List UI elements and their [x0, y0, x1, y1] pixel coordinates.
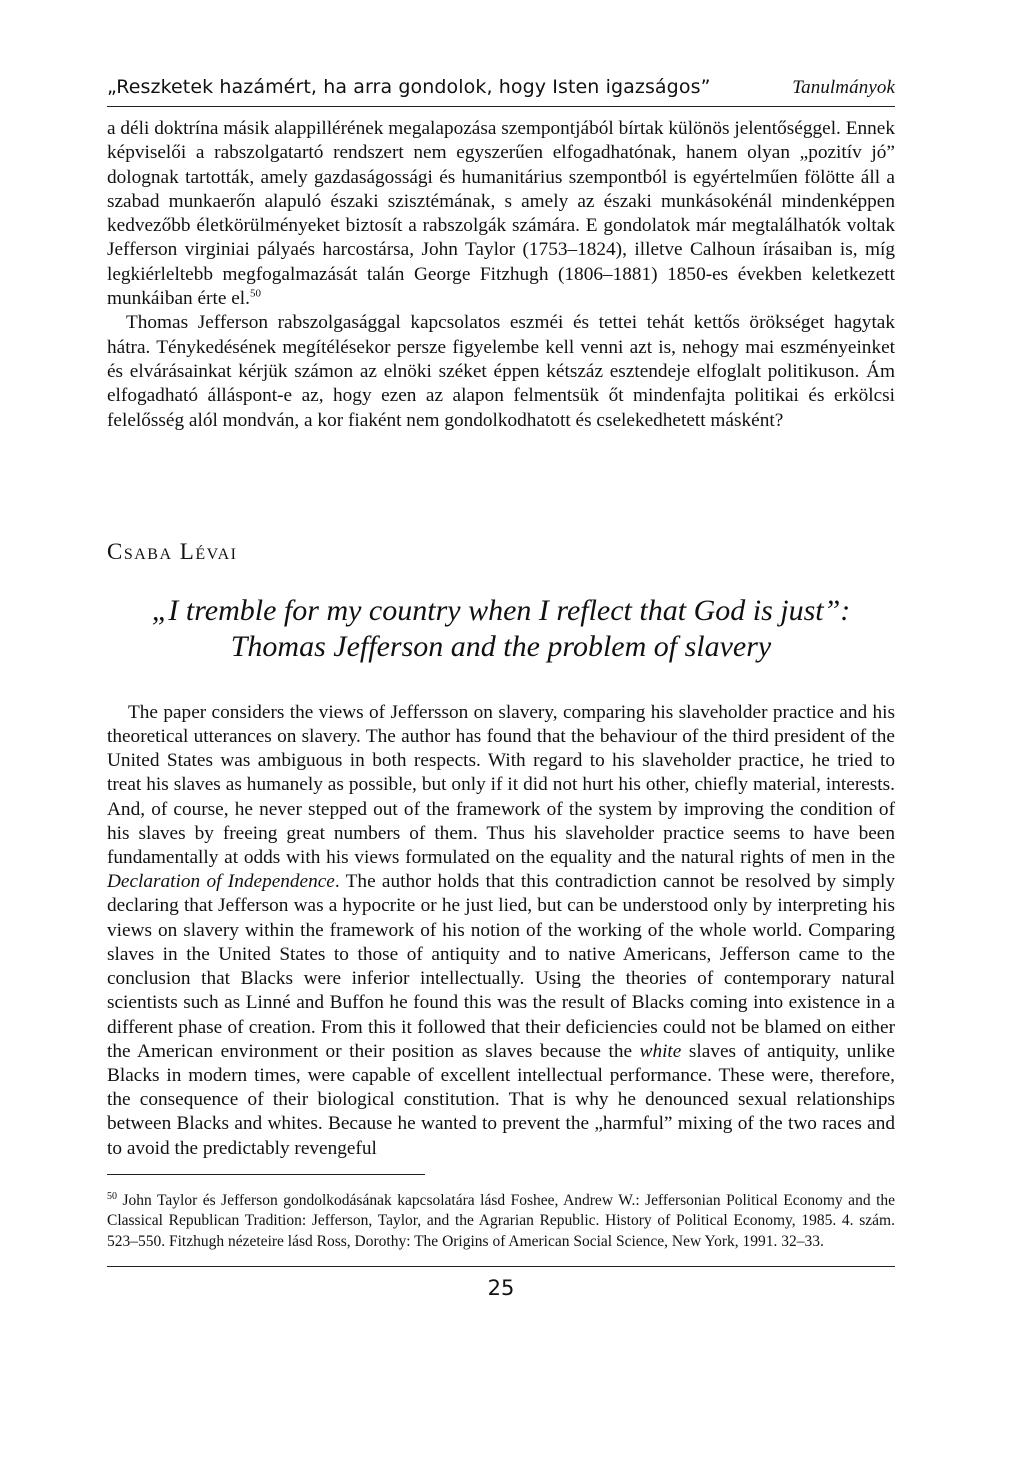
footnote-number: 50	[107, 1190, 117, 1202]
abstract-italic: white	[639, 1040, 682, 1062]
article-title	[107, 593, 895, 665]
bottom-divider	[107, 1266, 895, 1267]
running-head-section: Tanulmányok	[792, 77, 895, 98]
abstract-text: The paper considers the views of Jeffersson on slavery, comparing his slaveholder practice and his theoretical utterances on slavery. The author has found that the behaviour of the third president of the United States was ambiguous in both respects. With regard to his slaveholder practice, he tried to treat his slaves as humanely as possible, but only if it did not hurt his other, chiefly material, interests. And, of course, he never stepped out of the framework of the system by improving the condition of his slaves by freeing great numbers of them. Thus his slaveholder practice seems to have been fundamentally at odds with his views formulated on the equality and the natural rights of men in the	[107, 701, 895, 869]
article-author: Csaba Lévai	[107, 538, 238, 564]
article-title-line: Thomas Jefferson and the problem of slavery	[230, 629, 772, 663]
footnote-text: John Taylor és Jefferson gondolkodásának kapcsolatára lásd Foshee, Andrew W.: Jeffersonian Political Economy and the Classical Republican Tradition: Jefferson, Taylor, and the Agrarian Republic. History of Political Economy, 1985. 4. szám. 523–550. Fitzhugh nézeteire lásd Ross, Dorothy: The Origins of American Social Science, New York, 1991. 32–33.	[107, 1191, 896, 1250]
article-title-line: „I tremble for my country when I reflect that God is just”:	[151, 593, 851, 627]
running-head-title: „Reszketek hazámért, ha arra gondolok, hogy Isten igazságos”	[107, 76, 711, 98]
abstract-text: slaves of antiquity, unlike Blacks in modern times, were capable of excellent intellectual performance. These were, therefore, the consequence of their biological constitution. That is why he denounced sexual relationships between Blacks and whites. Because he wanted to prevent the „harmful” mixing of the two races and to avoid the predictably revengeful	[107, 1040, 895, 1159]
paragraph-text: a déli doktrína másik alappillérének megalapozása szempontjából bírtak különös jelentőséggel. Ennek képviselői a rabszolgatartó rendszert nem egyszerűen elfogadhatónak, hanem olyan „pozitív jó” dolognak tartották, amely gazdaságossági és humanitárius szempontból is egyértelműen fölötte áll a szabad munkaerőn alapuló északi szisztémának, s amely az északi munkásokénál mindenképpen kedvezőbb életkörülményeket biztosít a rabszolgák számára. E gondolatok már megtalálhatók voltak Jefferson virginiai pályaés harcostársa, John Taylor (1753–1824), illetve Calhoun írásaiban is, míg legkiérleltebb megfogalmazását talán George Fitzhugh (1806–1881) 1850-es években keletkezett munkáiban érte el.	[107, 118, 895, 310]
running-head	[107, 76, 895, 107]
abstract	[107, 701, 895, 1161]
footnote	[107, 1191, 895, 1253]
abstract-italic: Declaration of Independence	[107, 871, 335, 893]
paragraph: Thomas Jefferson rabszolgasággal kapcsolatos eszméi és tettei tehát kettős örökséget hagytak hátra. Ténykedésének megítélésekor persze figyelembe kell venni azt is, nehogy mai eszményeinket és elvárásainkat kérjük számon az elnöki széket éppen kétszáz esztendeje elfoglalt politikuson. Ám elfogadható álláspont-e az, hogy ezen az alapon felmentsük őt mindenfajta politikai és erkölcsi felelősség alól mondván, a kor fiaként nem gondolkodhatott és cselekedhetett másként?	[107, 312, 895, 431]
footnote-divider	[107, 1174, 425, 1175]
abstract-text: . The author holds that this contradiction cannot be resolved by simply declaring that Jefferson was a hypocrite or he just lied, but can be understood only by interpreting his views on slavery within the framework of his notion of the working of the whole world. Comparing slaves in the United States to those of antiquity and to native Americans, Jefferson came to the conclusion that Blacks were inferior intellectually. Using the theories of contemporary natural scientists such as Linné and Buffon he found this was the result of Blacks coming into existence in a different phase of creation. From this it followed that their deficiencies could not be blamed on either the American environment or their position as slaves because the	[107, 871, 895, 1062]
abstract-paragraph	[107, 701, 895, 1161]
page-number: 25	[487, 1276, 515, 1301]
body-text	[107, 117, 895, 433]
footnote-ref: 50	[249, 287, 261, 300]
paragraph	[107, 117, 895, 311]
page	[107, 76, 895, 1300]
